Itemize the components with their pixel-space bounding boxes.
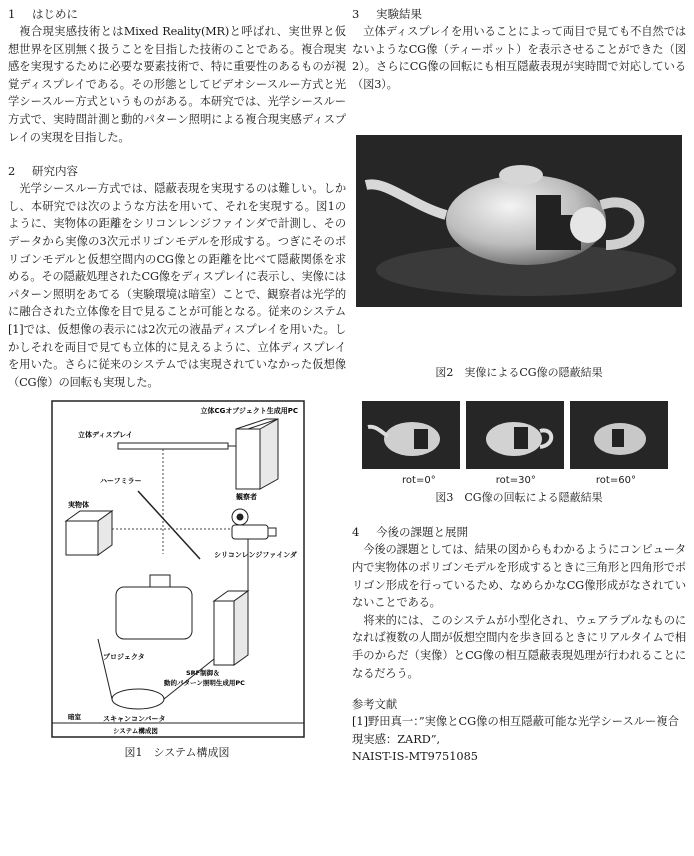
label-darkroom: 暗室 (68, 713, 81, 722)
rotation-photo (362, 401, 460, 469)
rotation-photo (570, 401, 668, 469)
label-pc-pattern-1: SRF制御＆ (186, 669, 220, 678)
figure-2-photo (356, 135, 682, 307)
section-title: 実験結果 (376, 7, 422, 21)
section-number: 3 (352, 7, 360, 21)
label-pc-cg: 立体CGオブジェクト生成用PC (200, 407, 298, 416)
section-number: 4 (352, 525, 360, 540)
label-scan-converter: スキャンコンバータ (103, 715, 166, 724)
reference-item: [1]野田真一：”実像とCG像の相互隠蔽可能な光学シースルー複合現実感：ZARD”, (352, 715, 679, 746)
section-results-heading (352, 6, 686, 23)
label-pc-pattern-2: 動的パターン照明生成用PC (164, 679, 245, 688)
range-finder (232, 525, 276, 539)
section-future-text-2: 将来的には、このシステムが小型化され、ウェアラブルなものになれば複数の人間が仮想空間内を歩き回るときにリアルタイムで相手のからだ（実像）とCG像の相互隠蔽表現処理が行われることになるだろう。 (352, 613, 686, 680)
rotation-photo (466, 401, 564, 469)
figure-3-caption: 図3 CG像の回転による隠蔽結果 (435, 491, 603, 505)
teapot-occlusion-image (356, 135, 682, 307)
scan-converter (112, 689, 164, 709)
references (352, 696, 686, 765)
section-method-heading (8, 163, 346, 180)
left-column (8, 6, 346, 761)
references-heading: 参考文献 (352, 698, 398, 712)
section-number: 1 (8, 7, 16, 21)
section-title: はじめに (32, 7, 78, 21)
rotation-label: rot=0° (402, 475, 436, 487)
label-half-mirror: ハーフミラー (100, 477, 142, 486)
real-object-cube (66, 511, 112, 555)
label-observer: 観察者 (236, 493, 257, 502)
label-stereo-display: 立体ディスプレイ (78, 431, 133, 440)
figure-1-caption: 図1 システム構成図 (124, 746, 230, 760)
pc-pattern-box (214, 591, 248, 665)
label-system: システム構成図 (113, 727, 158, 736)
section-title: 研究内容 (32, 164, 78, 179)
system-diagram (8, 399, 346, 739)
section-results-text: 立体ディスプレイを用いることによって両目で見ても不自然ではないようなCG像（ティーポット）を表示させることができた（図2）。さらにCG像の回転にも相互隠蔽表現が実時間で対応している（図3）。 (352, 25, 686, 91)
section-future-heading (352, 524, 686, 541)
stereo-display-bar (118, 443, 228, 449)
half-mirror (138, 491, 200, 559)
section-number: 2 (8, 164, 16, 179)
observer-eye-icon (232, 509, 248, 525)
projector (116, 575, 192, 639)
rotation-labels (352, 475, 686, 486)
right-column (352, 6, 686, 765)
label-projector: プロジェクタ (103, 653, 145, 662)
section-intro-heading (8, 6, 346, 23)
pc-cg-box (236, 419, 278, 489)
figure-3-strip (362, 401, 686, 469)
section-intro-text: 複合現実感技術とはMixed Reality(MR)と呼ばれ、実世界と仮想世界を区別無く扱うことを目指した技術のことである。複合現実感を実現するために必要な要素技術で、特に重要性のあるものが視覚ディスプレイである。その形態としてビデオシースルー方式と光学シースルー方式というものがある。本研究では、光学シースルー方式で、実時間計測と動的パターン照明による複合現実感ディスプレイの実現を目指した。 (8, 25, 346, 144)
section-method-text: 光学シースルー方式では、隠蔽表現を実現するのは難しい。しかし、本研究では次のような方法を用いて、それを実現する。図1のように、実物体の距離をシリコンレンジファインダで計測し、そのデータから実像の3次元ポリゴンモデルを形成する。つぎにそのポリゴンモデルと仮想空間内のCG像との距離を比べて隠蔽関係を求める。その隠蔽処理されたCG像をディスプレイに表示し、実像にはパターン照明をあてる（実験環境は暗室）ことで、観察者は光学的に融合された立体像を目で見ることが可能となる。従来のシステム[1]では、仮想像の表示には2次元の液晶ディスプレイを用いた。しかしそれを両目で見ても立体的に見えるように、立体ディスプレイを用いた。さらに従来のシステムでは実現されていなかった仮想像（CG像）の回転も実現した。 (8, 182, 346, 389)
rotation-label: rot=30° (495, 475, 536, 487)
section-future-text-1: 今後の課題としては、結果の図からもわかるようにコンピュータ内で実物体のポリゴンモデルを形成するときに三角形と四角形でポリゴン形成を行っているため、なめらかなCG像形成がなされていないことである。 (352, 543, 686, 610)
figure-1 (8, 399, 346, 761)
rotation-label: rot=60° (595, 475, 636, 487)
reference-item: NAIST-IS-MT9751085 (352, 749, 478, 763)
label-range-finder: シリコンレンジファインダ (214, 551, 297, 560)
label-real-object: 実物体 (68, 501, 89, 510)
section-title: 今後の課題と展開 (376, 525, 468, 540)
figure-2-caption: 図2 実像によるCG像の隠蔽結果 (435, 366, 603, 380)
